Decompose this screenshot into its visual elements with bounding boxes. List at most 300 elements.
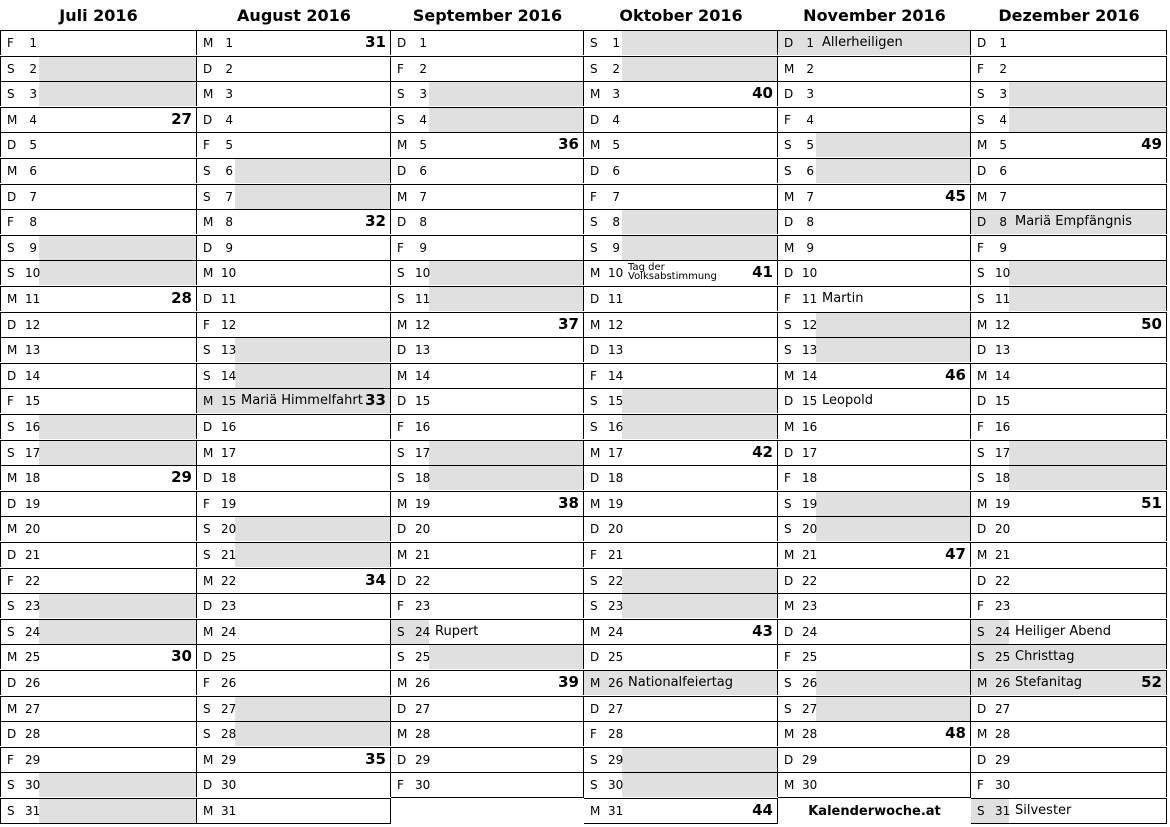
- day-number: 8: [29, 215, 37, 230]
- day-cell: [197, 619, 391, 644]
- weekday-letter: S: [203, 189, 211, 204]
- day-number: 27: [995, 701, 1011, 716]
- day-cell: [971, 388, 1167, 413]
- weekday-letter: M: [977, 727, 988, 742]
- weekday-letter: M: [590, 624, 601, 639]
- day-number: 17: [221, 445, 237, 460]
- day-cell: [971, 644, 1167, 669]
- day-cell: [197, 644, 391, 669]
- day-cell: [778, 696, 971, 721]
- day-cell: [391, 107, 584, 132]
- weekday-letter: D: [203, 650, 213, 665]
- weekday-letter: D: [397, 752, 407, 767]
- day-number: 26: [802, 676, 818, 690]
- weekday-letter: F: [203, 676, 210, 690]
- weekday-letter: D: [590, 701, 600, 716]
- weekday-letter: D: [7, 368, 17, 383]
- day-cell: [971, 798, 1167, 824]
- day-number: 2: [29, 61, 37, 76]
- week-number: 33: [365, 391, 386, 410]
- day-number: 13: [995, 343, 1011, 358]
- weekday-letter: M: [784, 240, 795, 255]
- day-cell: [197, 798, 391, 824]
- day-number: 20: [415, 522, 431, 537]
- holiday-label: Christtag: [1015, 649, 1075, 665]
- day-number: 9: [999, 240, 1007, 255]
- weekday-letter: M: [203, 394, 214, 409]
- day-number: 23: [415, 599, 431, 614]
- day-cell: [778, 337, 971, 362]
- day-number: 6: [29, 164, 37, 178]
- day-number: 31: [608, 804, 624, 818]
- day-cell: [584, 593, 778, 618]
- day-number: 22: [221, 573, 237, 588]
- weekday-letter: D: [203, 599, 213, 614]
- weekday-letter: M: [203, 624, 214, 639]
- weekday-letter: D: [784, 87, 794, 102]
- day-number: 19: [415, 496, 431, 511]
- day-cell: [584, 107, 778, 132]
- month-column: [0, 0, 197, 827]
- day-cell: [778, 312, 971, 337]
- day-number: 19: [221, 496, 237, 511]
- weekday-letter: D: [977, 752, 987, 767]
- weekday-letter: D: [203, 420, 213, 434]
- day-number: 25: [802, 650, 818, 665]
- weekday-letter: F: [784, 112, 791, 127]
- day-number: 3: [999, 87, 1007, 102]
- day-number: 16: [25, 420, 41, 434]
- day-cell: [971, 107, 1167, 132]
- day-number: 20: [25, 522, 41, 537]
- day-number: 2: [225, 61, 233, 76]
- weekday-letter: D: [784, 752, 794, 767]
- weekday-letter: S: [590, 778, 598, 793]
- weekday-letter: M: [590, 317, 601, 332]
- day-number: 17: [995, 445, 1011, 460]
- day-cell: [0, 542, 197, 567]
- day-cell: [0, 772, 197, 797]
- day-number: 22: [25, 573, 41, 588]
- weekday-letter: M: [590, 266, 601, 281]
- weekday-letter: D: [7, 676, 17, 690]
- day-cell: [778, 465, 971, 490]
- day-number: 27: [608, 701, 624, 716]
- day-number: 4: [806, 112, 814, 127]
- weekday-letter: M: [397, 496, 408, 511]
- day-number: 9: [29, 240, 37, 255]
- day-number: 8: [999, 215, 1007, 230]
- weekday-letter: S: [7, 778, 15, 793]
- day-cell: [778, 30, 971, 55]
- day-cell: [197, 542, 391, 567]
- day-number: 21: [608, 548, 624, 562]
- day-cell: [971, 30, 1167, 55]
- day-number: 21: [221, 548, 237, 562]
- day-number: 21: [415, 548, 431, 562]
- holiday-label: Nationalfeiertag: [628, 675, 734, 690]
- weekday-letter: S: [203, 522, 211, 537]
- weekday-letter: S: [784, 343, 792, 358]
- day-cell: [391, 491, 584, 516]
- week-number: 45: [945, 186, 966, 205]
- day-number: 8: [225, 215, 233, 230]
- day-number: 3: [29, 87, 37, 102]
- day-number: 3: [419, 87, 427, 102]
- day-cell: [0, 56, 197, 81]
- weekday-letter: D: [397, 701, 407, 716]
- day-cell: [778, 721, 971, 746]
- day-number: 8: [419, 215, 427, 230]
- day-cell: [584, 363, 778, 388]
- day-number: 26: [415, 676, 431, 690]
- weekday-letter: M: [590, 804, 601, 818]
- day-cell: [971, 542, 1167, 567]
- day-number: 23: [608, 599, 624, 614]
- day-number: 6: [999, 164, 1007, 178]
- weekday-letter: M: [7, 164, 18, 178]
- day-cell: [0, 337, 197, 362]
- month-title: August 2016: [237, 6, 351, 25]
- weekday-letter: D: [7, 138, 17, 153]
- day-number: 1: [29, 36, 37, 50]
- weekday-letter: D: [784, 445, 794, 460]
- weekday-letter: D: [784, 266, 794, 281]
- holiday-label: Leopold: [822, 393, 874, 409]
- month-column: [971, 0, 1167, 827]
- weekday-letter: S: [784, 317, 792, 332]
- day-number: 29: [802, 752, 818, 767]
- weekday-letter: F: [397, 61, 404, 76]
- month-column: [778, 0, 971, 827]
- day-number: 22: [608, 573, 624, 588]
- weekday-letter: M: [7, 650, 18, 665]
- weekday-letter: F: [203, 138, 210, 153]
- day-cell: [0, 107, 197, 132]
- day-cell: [391, 388, 584, 413]
- day-cell: [391, 568, 584, 593]
- day-number: 24: [995, 624, 1011, 639]
- day-number: 28: [221, 727, 237, 742]
- day-cell: [391, 747, 584, 772]
- day-cell: [0, 696, 197, 721]
- day-number: 19: [608, 496, 624, 511]
- day-cell: [197, 158, 391, 183]
- day-cell: [391, 542, 584, 567]
- weekday-letter: F: [203, 496, 210, 511]
- day-number: 24: [25, 624, 41, 639]
- day-number: 7: [29, 189, 37, 204]
- day-number: 5: [29, 138, 37, 153]
- day-number: 20: [995, 522, 1011, 537]
- day-cell: [971, 56, 1167, 81]
- weekday-letter: M: [397, 727, 408, 742]
- week-number: 47: [945, 545, 966, 563]
- holiday-label: Rupert: [435, 623, 479, 639]
- weekday-letter: M: [590, 445, 601, 460]
- day-cell: [0, 363, 197, 388]
- weekday-letter: S: [397, 112, 405, 127]
- day-number: 9: [806, 240, 814, 255]
- day-cell: [971, 209, 1167, 234]
- weekday-letter: M: [203, 573, 214, 588]
- day-cell: [197, 568, 391, 593]
- weekday-letter: D: [397, 36, 407, 50]
- footer-brand[interactable]: Kalenderwoche.at: [808, 804, 941, 819]
- weekday-letter: D: [590, 343, 600, 358]
- day-cell: [971, 772, 1167, 797]
- weekday-letter: M: [977, 676, 988, 690]
- day-number: 16: [802, 420, 818, 434]
- day-cell: [584, 235, 778, 260]
- week-number: 44: [752, 801, 773, 819]
- day-cell: [584, 56, 778, 81]
- weekday-letter: D: [590, 650, 600, 665]
- weekday-letter: S: [784, 701, 792, 716]
- day-number: 28: [415, 727, 431, 742]
- day-cell: [971, 286, 1167, 311]
- weekday-letter: S: [7, 420, 15, 434]
- day-number: 7: [225, 189, 233, 204]
- day-cell: [197, 30, 391, 55]
- day-number: 31: [221, 804, 237, 818]
- day-cell: [971, 81, 1167, 106]
- day-cell: [584, 619, 778, 644]
- day-cell: [971, 516, 1167, 541]
- day-cell: [971, 568, 1167, 593]
- weekday-letter: F: [7, 752, 14, 767]
- weekday-letter: F: [977, 599, 984, 614]
- day-number: 30: [995, 778, 1011, 793]
- day-cell: [197, 235, 391, 260]
- day-cell: [584, 158, 778, 183]
- day-cell: [0, 747, 197, 772]
- weekday-letter: M: [203, 36, 214, 50]
- weekday-letter: S: [590, 599, 598, 614]
- day-cell: [391, 235, 584, 260]
- day-number: 12: [221, 317, 237, 332]
- day-cell: [391, 158, 584, 183]
- day-cell: [778, 56, 971, 81]
- day-cell: [391, 312, 584, 337]
- day-number: 28: [25, 727, 41, 742]
- weekday-letter: S: [784, 676, 792, 690]
- weekday-letter: M: [784, 61, 795, 76]
- weekday-letter: F: [590, 727, 597, 742]
- day-cell: [391, 644, 584, 669]
- day-cell: [197, 696, 391, 721]
- weekday-letter: S: [397, 624, 405, 639]
- weekday-letter: S: [7, 240, 15, 255]
- day-cell: [0, 721, 197, 746]
- weekday-letter: D: [397, 522, 407, 537]
- weekday-letter: D: [784, 215, 794, 230]
- weekday-letter: M: [203, 215, 214, 230]
- day-number: 16: [415, 420, 431, 434]
- day-number: 30: [25, 778, 41, 793]
- week-number: 28: [171, 289, 192, 307]
- day-number: 6: [419, 164, 427, 178]
- week-number: 37: [558, 314, 579, 333]
- day-number: 4: [29, 112, 37, 127]
- weekday-letter: F: [397, 599, 404, 614]
- day-cell: [584, 696, 778, 721]
- day-number: 14: [25, 368, 41, 383]
- day-cell: [197, 286, 391, 311]
- day-number: 10: [802, 266, 818, 281]
- weekday-letter: F: [977, 420, 984, 434]
- weekday-letter: D: [590, 292, 600, 306]
- holiday-label: Mariä Himmelfahrt: [241, 393, 363, 409]
- day-cell: [391, 132, 584, 157]
- weekday-letter: S: [784, 522, 792, 537]
- day-cell: [391, 772, 584, 798]
- weekday-letter: D: [203, 778, 213, 793]
- weekday-letter: F: [590, 548, 597, 562]
- weekday-letter: M: [7, 471, 18, 486]
- weekday-letter: M: [590, 138, 601, 153]
- weekday-letter: M: [7, 292, 18, 306]
- day-cell: [0, 670, 197, 695]
- weekday-letter: D: [977, 701, 987, 716]
- day-cell: [0, 235, 197, 260]
- day-cell: [0, 312, 197, 337]
- day-cell: [197, 337, 391, 362]
- day-number: 7: [999, 189, 1007, 204]
- weekday-letter: D: [977, 394, 987, 409]
- day-cell: [778, 568, 971, 593]
- weekday-letter: D: [977, 343, 987, 358]
- day-cell: [971, 132, 1167, 157]
- day-cell: [0, 30, 197, 55]
- holiday-label: Stefanitag: [1015, 675, 1083, 690]
- day-cell: [391, 260, 584, 285]
- day-number: 4: [225, 112, 233, 127]
- day-number: 21: [802, 548, 818, 562]
- day-cell: [197, 747, 391, 772]
- day-cell: [0, 209, 197, 234]
- day-cell: [197, 593, 391, 618]
- day-cell: [0, 286, 197, 311]
- day-cell: [778, 644, 971, 669]
- day-cell: [971, 593, 1167, 618]
- day-number: 11: [221, 292, 237, 306]
- day-cell: [391, 440, 584, 465]
- day-cell: [971, 414, 1167, 439]
- weekday-letter: M: [397, 368, 408, 383]
- day-number: 23: [995, 599, 1011, 614]
- weekday-letter: D: [784, 624, 794, 639]
- day-cell: [0, 414, 197, 439]
- day-number: 30: [802, 778, 818, 793]
- day-cell: [197, 107, 391, 132]
- day-number: 11: [25, 292, 41, 306]
- weekday-letter: M: [784, 548, 795, 562]
- day-cell: [0, 568, 197, 593]
- day-number: 7: [806, 189, 814, 204]
- day-cell: [391, 414, 584, 439]
- day-cell: [778, 388, 971, 413]
- day-cell: [971, 747, 1167, 772]
- weekday-letter: S: [7, 445, 15, 460]
- week-number: 46: [945, 365, 966, 384]
- week-number: 29: [171, 468, 192, 487]
- week-number: 39: [558, 673, 579, 691]
- weekday-letter: S: [590, 573, 598, 588]
- weekday-letter: S: [590, 240, 598, 255]
- day-cell: [0, 260, 197, 285]
- day-number: 3: [612, 87, 620, 102]
- day-cell: [391, 619, 584, 644]
- day-number: 15: [415, 394, 431, 409]
- holiday-label: Heiliger Abend: [1015, 623, 1111, 639]
- day-cell: [778, 542, 971, 567]
- day-number: 17: [608, 445, 624, 460]
- weekday-letter: M: [203, 87, 214, 102]
- weekday-letter: M: [397, 189, 408, 204]
- day-cell: [0, 491, 197, 516]
- day-cell: [778, 158, 971, 183]
- weekday-letter: M: [590, 496, 601, 511]
- week-number: 36: [558, 135, 579, 154]
- day-number: 15: [802, 394, 818, 409]
- day-number: 25: [995, 650, 1011, 665]
- day-number: 11: [802, 292, 818, 306]
- day-cell: [391, 286, 584, 311]
- week-number: 27: [171, 109, 192, 128]
- day-cell: [778, 491, 971, 516]
- weekday-letter: D: [977, 573, 987, 588]
- day-number: 22: [995, 573, 1011, 588]
- day-number: 17: [415, 445, 431, 460]
- day-number: 28: [802, 727, 818, 742]
- day-cell: [584, 414, 778, 439]
- weekday-letter: D: [590, 522, 600, 537]
- weekday-letter: M: [7, 701, 18, 716]
- day-number: 2: [612, 61, 620, 76]
- weekday-letter: F: [977, 240, 984, 255]
- weekday-letter: M: [7, 112, 18, 127]
- month-title: Dezember 2016: [998, 6, 1140, 25]
- weekday-letter: F: [590, 368, 597, 383]
- day-number: 1: [806, 36, 814, 50]
- day-cell: [391, 363, 584, 388]
- day-number: 25: [415, 650, 431, 665]
- day-number: 29: [608, 752, 624, 767]
- day-cell: [971, 235, 1167, 260]
- week-number: 52: [1141, 673, 1162, 691]
- day-number: 2: [419, 61, 427, 76]
- weekday-letter: M: [203, 445, 214, 460]
- day-number: 9: [612, 240, 620, 255]
- day-number: 11: [608, 292, 624, 306]
- day-number: 31: [25, 804, 41, 818]
- weekday-letter: S: [977, 112, 985, 127]
- weekday-letter: S: [977, 266, 985, 281]
- day-cell: [584, 747, 778, 772]
- weekday-letter: F: [397, 240, 404, 255]
- weekday-letter: D: [7, 496, 17, 511]
- weekday-letter: S: [203, 727, 211, 742]
- weekday-letter: D: [784, 573, 794, 588]
- day-cell: [971, 260, 1167, 285]
- day-number: 3: [225, 87, 233, 102]
- day-cell: [584, 798, 778, 824]
- day-cell: [197, 312, 391, 337]
- day-cell: [778, 107, 971, 132]
- day-number: 23: [25, 599, 41, 614]
- day-number: 16: [608, 420, 624, 434]
